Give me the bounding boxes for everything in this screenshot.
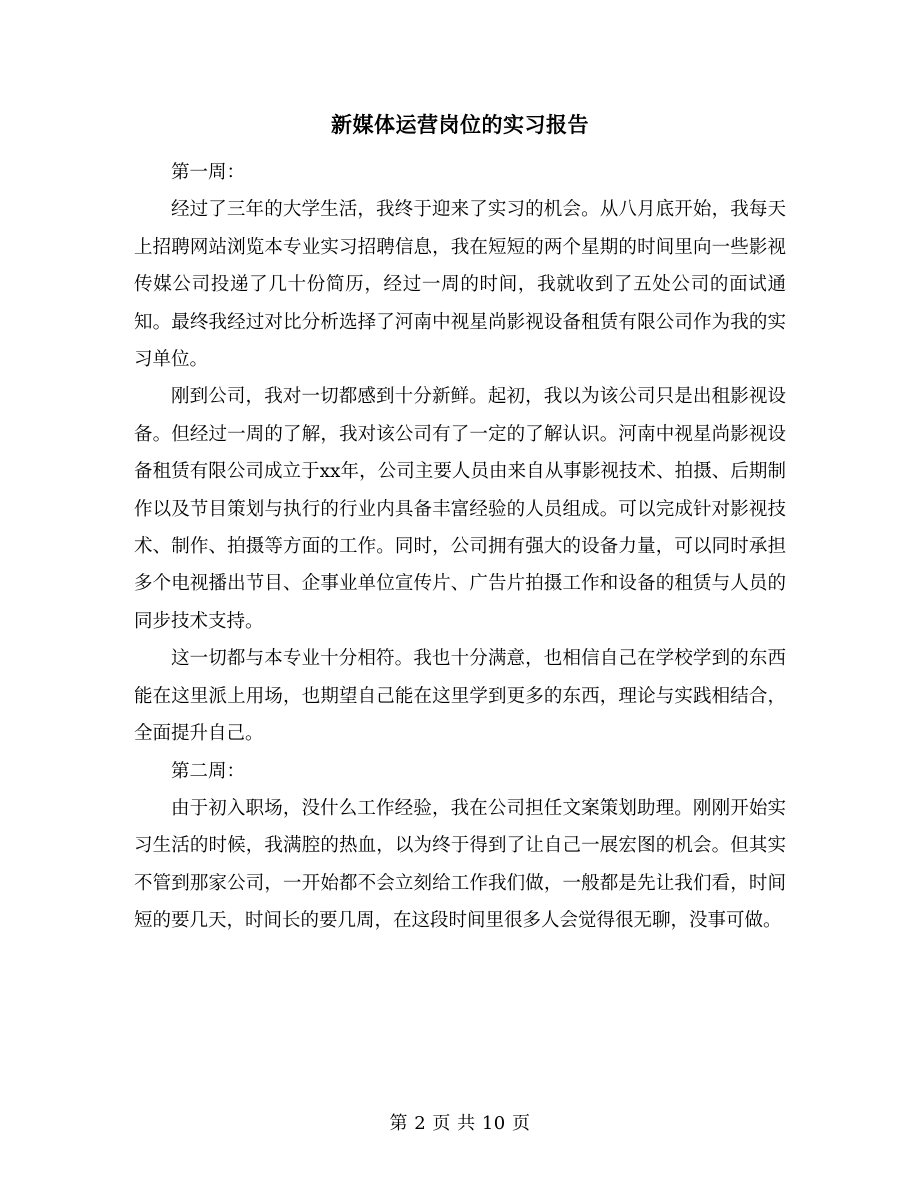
document-body — [134, 104, 786, 940]
week-heading: 第一周： — [171, 162, 246, 183]
week-heading: 第二周： — [171, 760, 246, 782]
paragraph: 由于初入职场，没什么工作经验，我在公司担任文案策划助理。刚刚开始实习生活的时候，我满腔的热血，以为终于得到了让自己一展宏图的机会。但其实不管到那家公司，一开始都不会立刻给工作我们做，一般都是先让我们看，时间短的要几天，时间长的要几周，在这段时间里很多人会觉得很无聊，没事可做。 — [134, 797, 786, 932]
paragraph: 刚到公司，我对一切都感到十分新鲜。起初，我以为该公司只是出租影视设备。但经过一周的了解，我对该公司有了一定的了解认识。河南中视星尚影视设备租赁有限公司成立于xx年，公司主要人员由来自从事影视技术、拍摄、后期制作以及节目策划与执行的行业内具备丰富经验的人员组成。可以完成针对影视技术、制作、拍摄等方面的工作。同时，公司拥有强大的设备力量，可以同时承担多个电视播出节目、企事业单位宣传片、广告片拍摄工作和设备的租赁与人员的同步技术支持。 — [134, 386, 786, 632]
page-number-footer: 第 2 页 共 10 页 — [389, 1113, 531, 1134]
document-title: 新媒体运营岗位的实习报告 — [331, 112, 589, 137]
paragraph: 这一切都与本专业十分相符。我也十分满意，也相信自己在学校学到的东西能在这里派上用场，也期望自己能在这里学到更多的东西，理论与实践相结合，全面提升自己。 — [134, 648, 786, 745]
paragraph: 经过了三年的大学生活，我终于迎来了实习的机会。从八月底开始，我每天上招聘网站浏览本专业实习招聘信息，我在短短的两个星期的时间里向一些影视传媒公司投递了几十份简历，经过一周的时间，我就收到了五处公司的面试通知。最终我经过对比分析选择了河南中视星尚影视设备租赁有限公司作为我的实习单位。 — [134, 199, 786, 371]
